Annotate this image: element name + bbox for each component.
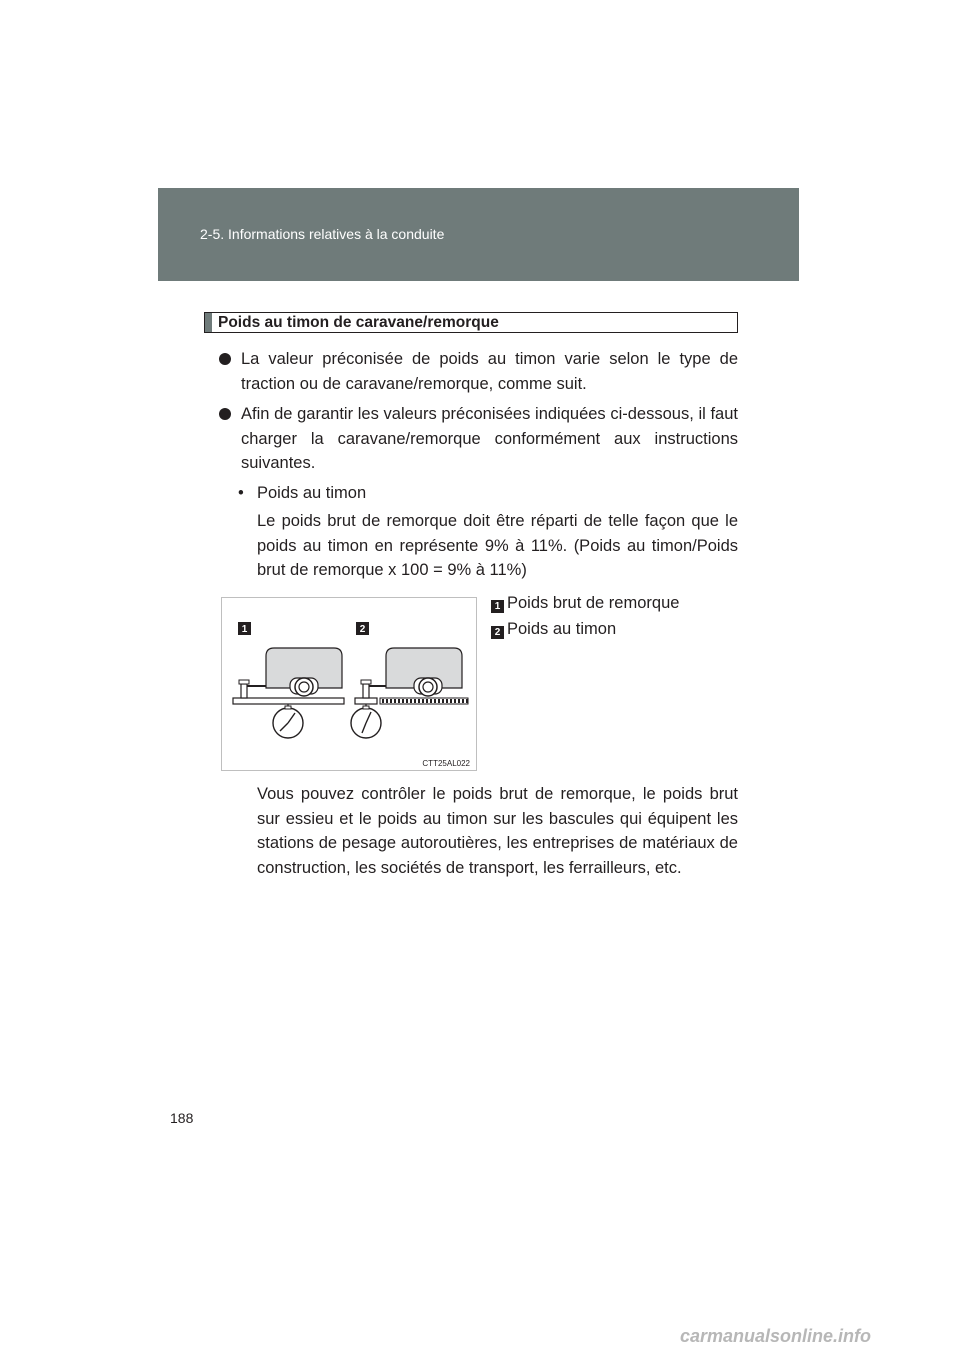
figure-code: CTT25AL022 (422, 759, 470, 768)
sub-bullet-marker: • (238, 484, 244, 502)
legend-item-2 (491, 617, 616, 641)
callout-number-1: 1 (241, 624, 248, 635)
bullet-text-1: La valeur préconisée de poids au timon varie selon le type de traction ou de caravane/remorque, comme suit. (241, 350, 738, 393)
legend-label-1: Poids brut de remorque (507, 594, 680, 612)
section-title: Poids au timon de caravane/remorque (218, 314, 499, 331)
closing-paragraph: Vous pouvez contrôler le poids brut de remorque, le poids brut sur essieu et le poids au timon sur les bascules qui équipent les stations de pesage autoroutières, les entreprises de matériaux de construction, les sociétés de transport, les ferrailleurs, etc. (257, 785, 738, 877)
trailer-weight-figure (221, 597, 477, 771)
bullet-text-2: Afin de garantir les valeurs préconisées indiquées ci-dessous, il faut charger la caravane/remorque conformément aux instructions suivantes. (241, 405, 738, 472)
legend-item-1 (491, 591, 679, 615)
callout-number-2: 2 (359, 624, 366, 635)
page-number: 188 (170, 1110, 194, 1126)
legend-badge-1: 1 (491, 600, 504, 613)
watermark-logo: carmanualsonline.info (680, 1326, 872, 1346)
sub-bullet-text: Le poids brut de remorque doit être réparti de telle façon que le poids au timon en représente 9% à 11%. (Poids au timon/Poids brut de remorque x 100 = 9% à 11%) (257, 512, 738, 579)
sub-bullet-label: Poids au timon (257, 484, 367, 502)
section-title-bar (205, 313, 212, 332)
trailer-tongue-on-scale-right (351, 648, 468, 738)
bullet-dot-1 (219, 353, 231, 365)
header-band (158, 188, 799, 281)
legend-label-2: Poids au timon (507, 620, 617, 638)
section-breadcrumb: 2-5. Informations relatives à la conduite (200, 226, 445, 242)
trailer-on-scale-left (233, 648, 344, 738)
trailer-scale-illustration (222, 598, 476, 770)
bullet-dot-2 (219, 408, 231, 420)
section-title-box (204, 312, 738, 333)
legend-badge-2: 2 (491, 626, 504, 639)
